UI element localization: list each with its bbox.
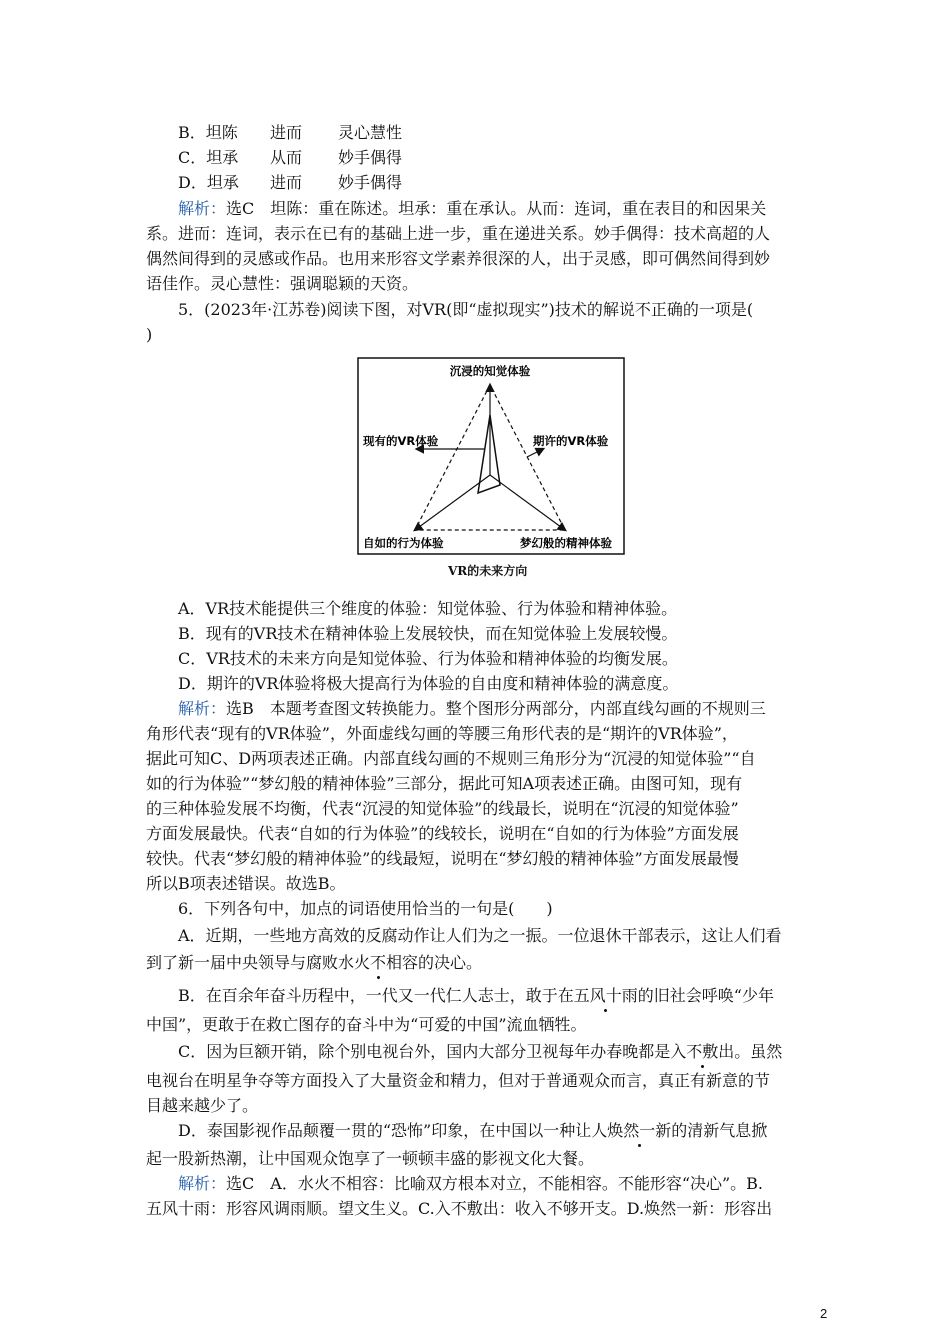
dotted-term-a: 水火不相容 bbox=[338, 953, 419, 972]
q5-option-d: D．期许的VR体验将极大提高行为体验的自由度和精神体验的满意度。 bbox=[178, 674, 679, 693]
q5-analysis-line-8: 所以B项表述错误。故选B。 bbox=[146, 874, 346, 893]
q6-a-line-1: A．近期，一些地方高效的反腐动作让人们为之一振。一位退休干部表示，这让人们看 bbox=[178, 926, 782, 945]
page-number: 2 bbox=[820, 1306, 828, 1321]
q6-b-line-2: 中国”，更敢于在救亡图存的奋斗中为“可爱的中国”流血牺牲。 bbox=[146, 1015, 587, 1034]
q5-analysis-line-7: 较快。代表“梦幻般的精神体验”的线最短，说明在“梦幻般的精神体验”方面发展最慢 bbox=[146, 849, 739, 868]
label-spirit: 梦幻般的精神体验 bbox=[520, 536, 612, 550]
q6-b-line-1: B．在百余年奋斗历程中，一代又一代仁人志士，敢于在五风十雨的旧社会呼唤“少年 bbox=[178, 986, 774, 1005]
q5-stem: 5．(2023年·江苏卷)阅读下图，对VR(即“虚拟现实”)技术的解说不正确的一项是( bbox=[178, 300, 754, 319]
q4-analysis-line-3: 偶然间得到的灵感或作品。也用来形容文学素养很深的人，出于灵感，即可偶然间得到妙 bbox=[146, 249, 771, 268]
label-behavior: 自如的行为体验 bbox=[363, 536, 444, 550]
figure-caption: VR的未来方向 bbox=[448, 564, 528, 578]
q5-option-c: C．VR技术的未来方向是知觉体验、行为体验和精神体验的均衡发展。 bbox=[178, 649, 678, 668]
q5-analysis-line-3: 据此可知C、D两项表述正确。内部直线勾画的不规则三角形分为“沉浸的知觉体验”“自 bbox=[146, 749, 756, 768]
q5-analysis-line-2: 角形代表“现有的VR体验”，外面虚线勾画的等腰三角形代表的是“期许的VR体验”， bbox=[146, 724, 738, 743]
q5-analysis-line-1: 解析：选B 本题考查图文转换能力。整个图形分两部分，内部直线勾画的不规则三 bbox=[178, 699, 766, 718]
dotted-term-b: 五风十雨 bbox=[573, 986, 638, 1005]
q6-c-line-1: C．因为巨额开销，除个别电视台外，国内大部分卫视每年办春晚都是入不敷出。虽然 bbox=[178, 1042, 783, 1061]
q6-c-line-3: 目越来越少了。 bbox=[146, 1096, 259, 1115]
q4-analysis-line-1: 解析：选C 坦陈：重在陈述。坦承：重在承认。从而：连词，重在表目的和因果关 bbox=[178, 199, 767, 218]
label-future-vr: 期许的VR体验 bbox=[533, 434, 609, 448]
dotted-term-c: 入不敷出 bbox=[670, 1042, 735, 1061]
q5-analysis-line-5: 的三种体验发展不均衡，代表“沉浸的知觉体验”的线最长，说明在“沉浸的知觉体验” bbox=[146, 799, 739, 818]
q6-d-line-2: 起一股新热潮，让中国观众饱享了一顿顿丰盛的影视文化大餐。 bbox=[146, 1149, 595, 1168]
label-perception: 沉浸的知觉体验 bbox=[449, 364, 531, 378]
dotted-term-d: 焕然一新 bbox=[607, 1121, 672, 1140]
label-current-vr: 现有的VR体验 bbox=[363, 434, 439, 448]
q6-stem: 6．下列各句中，加点的词语使用恰当的一句是( ) bbox=[178, 899, 553, 918]
q5-analysis-line-6: 方面发展最快。代表“自如的行为体验”的线较长，说明在“自如的行为体验”方面发展 bbox=[146, 824, 739, 843]
q6-analysis-line-2: 五风十雨：形容风调雨顺。望文生义。C.入不敷出：收入不够开支。D.焕然一新：形容出 bbox=[146, 1199, 773, 1218]
q4-analysis-line-2: 系。进而：连词，表示在已有的基础上进一步，重在递进关系。妙手偶得：技术高超的人 bbox=[146, 224, 771, 243]
q4-option-c: C．坦承 从而 妙手偶得 bbox=[178, 148, 403, 167]
vr-diagram bbox=[357, 357, 625, 555]
q6-a-line-2: 到了新一届中央领导与腐败水火不相容的决心。 bbox=[146, 953, 483, 972]
diagram-frame bbox=[358, 358, 624, 554]
q5-option-a: A．VR技术能提供三个维度的体验：知觉体验、行为体验和精神体验。 bbox=[178, 599, 678, 618]
q5-analysis-line-4: 如的行为体验”“梦幻般的精神体验”三部分，据此可知A项表述正确。由图可知，现有 bbox=[146, 774, 743, 793]
q6-analysis-line-1: 解析：选C A．水火不相容：比喻双方根本对立，不能相容。不能形容“决心”。B. bbox=[178, 1174, 764, 1193]
q4-option-d: D．坦承 进而 妙手偶得 bbox=[178, 173, 403, 192]
q4-option-b: B．坦陈 进而 灵心慧性 bbox=[178, 123, 403, 142]
q4-analysis-line-4: 语佳作。灵心慧性：强调聪颖的天资。 bbox=[146, 274, 419, 293]
q6-d-line-1: D．泰国影视作品颠覆一贯的“恐怖”印象，在中国以一种让人焕然一新的清新气息掀 bbox=[178, 1121, 768, 1140]
q5-stem-paren: ) bbox=[146, 325, 153, 344]
q6-c-line-2: 电视台在明星争夺等方面投入了大量资金和精力，但对于普通观众而言，真正有新意的节 bbox=[146, 1071, 771, 1090]
q5-option-b: B．现有的VR技术在精神体验上发展较快，而在知觉体验上发展较慢。 bbox=[178, 624, 678, 643]
